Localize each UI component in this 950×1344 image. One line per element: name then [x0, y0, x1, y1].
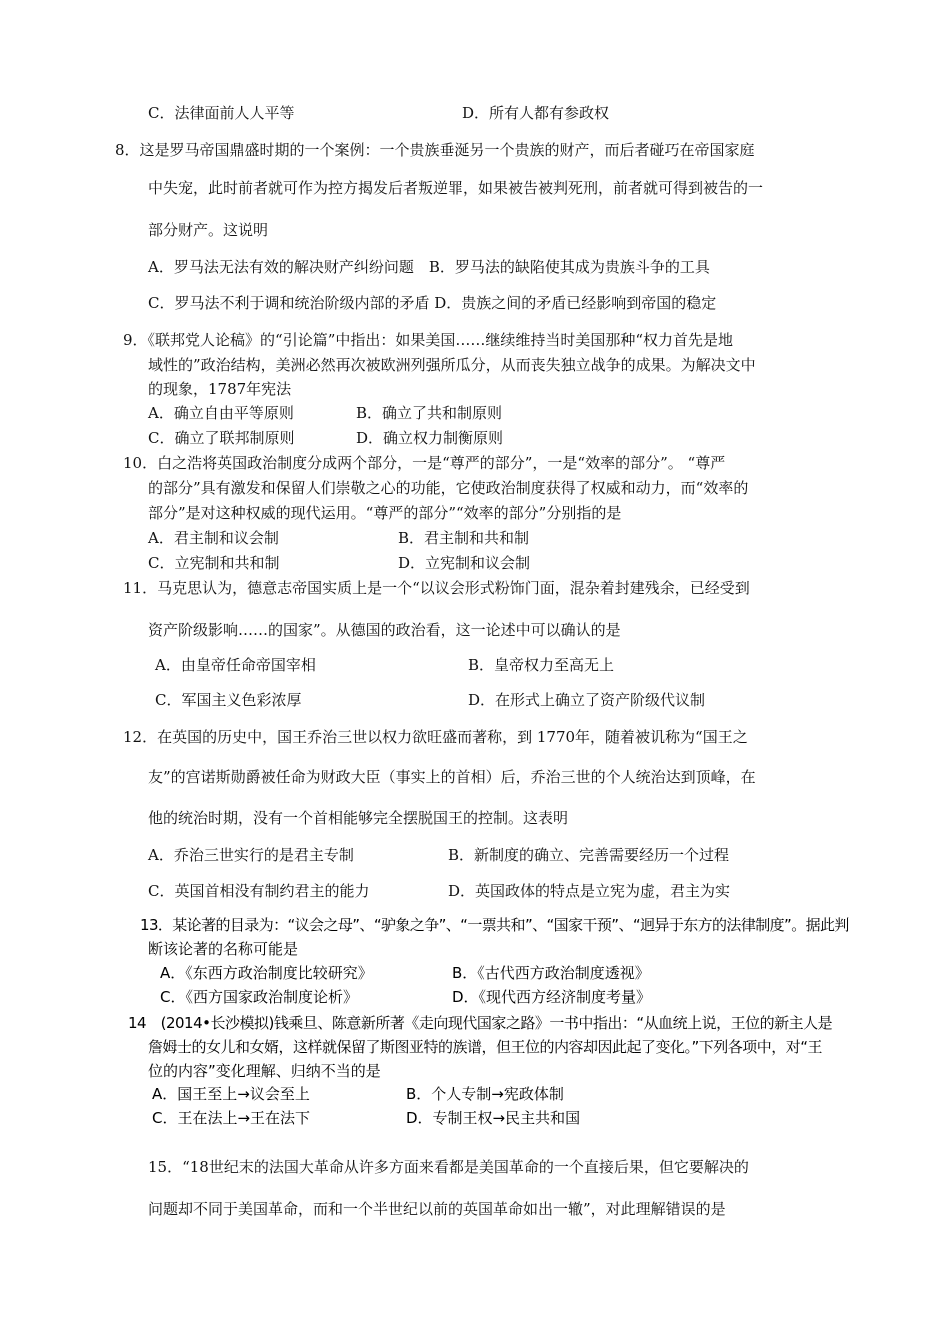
question-11-stem: 11．马克思认为，德意志帝国实质上是一个“以议会形式粉饰门面，混杂着封建残余，已经受到: [123, 579, 750, 597]
question-8-stem: 8．这是罗马帝国鼎盛时期的一个案例：一个贵族垂涎另一个贵族的财产，而后者碰巧在帝国家庭: [115, 141, 755, 159]
question-10-stem-cont: 的部分”具有激发和保留人们崇敬之心的功能，它使政治制度获得了权威和动力，而“效率的: [148, 479, 749, 497]
question-13-stem: 13．某论著的目录为：“议会之母”、“驴象之争”、“一票共和”、“国家干预”、“迥异于东方的法律制度”。据此判: [140, 916, 849, 934]
question-13-stem-end: 断该论著的名称可能是: [148, 940, 299, 958]
option-14a: A．国王至上→议会至上: [152, 1085, 310, 1103]
option-10d: D．立宪制和议会制: [398, 554, 531, 572]
question-8-stem-cont: 中失宠，此时前者就可作为控方揭发后者叛逆罪，如果被告被判死刑，前者就可得到被告的一: [148, 179, 764, 197]
option-13d: D．《现代西方经济制度考量》: [452, 988, 652, 1006]
option-9b: B．确立了共和制原则: [356, 404, 503, 422]
option-7d: D．所有人都有参政权: [462, 104, 610, 122]
question-14-stem-cont: 詹姆士的女儿和女婿，这样就保留了斯图亚特的族谱，但王位的内容却因此起了变化。”下列各项中，对“王: [148, 1038, 823, 1056]
question-8-stem-end: 部分财产。这说明: [148, 221, 269, 239]
question-10-stem-end: 部分”是对这种权威的现代运用。“尊严的部分”“效率的部分”分别指的是: [148, 504, 622, 522]
option-12b: B．新制度的确立、完善需要经历一个过程: [448, 846, 730, 864]
option-14d: D．专制王权→民主共和国: [406, 1109, 581, 1127]
question-9-stem-end: 的现象，1787年宪法: [148, 380, 292, 398]
option-9a: A．确立自由平等原则: [148, 404, 294, 422]
question-12-stem-end: 他的统治时期，没有一个首相能够完全摆脱国王的控制。这表明: [148, 809, 569, 827]
option-14c: C．王在法上→王在法下: [152, 1109, 311, 1127]
option-10c: C．立宪制和共和制: [148, 554, 280, 572]
option-14b: B．个人专制→宪政体制: [406, 1085, 564, 1103]
option-9d: D．确立权力制衡原则: [356, 429, 504, 447]
question-10-stem: 10．白之浩将英国政治制度分成两个部分，一是“尊严的部分”，一是“效率的部分”。 “尊严: [123, 454, 726, 472]
option-11b: B．皇帝权力至高无上: [468, 656, 615, 674]
question-8-options-ab: A．罗马法无法有效的解决财产纠纷问题 B．罗马法的缺陷使其成为贵族斗争的工具: [148, 258, 710, 276]
option-11a: A．由皇帝任命帝国宰相: [155, 656, 316, 674]
question-11-stem-end: 资产阶级影响……的国家”。从德国的政治看，这一论述中可以确认的是: [148, 621, 621, 639]
option-7c: C．法律面前人人平等: [148, 104, 295, 122]
option-13a: A．《东西方政治制度比较研究》: [160, 964, 373, 982]
option-12c: C．英国首相没有制约君主的能力: [148, 882, 370, 900]
option-10a: A．君主制和议会制: [148, 529, 279, 547]
question-14-stem-end: 位的内容”变化理解、归纳不当的是: [148, 1062, 381, 1080]
option-13b: B．《古代西方政治制度透视》: [452, 964, 650, 982]
option-10b: B．君主制和共和制: [398, 529, 530, 547]
question-9-stem: 9．《联邦党人论稿》的“引论篇”中指出：如果美国……继续维持当时美国那种“权力首先是地: [123, 331, 734, 349]
question-9-stem-cont: 域性的”政治结构，美洲必然再次被欧洲列强所瓜分，从而丧失独立战争的成果。为解决文中: [148, 356, 756, 374]
question-8-options-cd: C．罗马法不利于调和统治阶级内部的矛盾 D．贵族之间的矛盾已经影响到帝国的稳定: [148, 294, 717, 312]
question-12-stem: 12．在英国的历史中，国王乔治三世以权力欲旺盛而著称，到 1770年，随着被讥称为“国王之: [123, 728, 748, 746]
question-12-stem-cont: 友”的宫诺斯勋爵被任命为财政大臣（事实上的首相）后，乔治三世的个人统治达到顶峰，在: [148, 768, 756, 786]
question-15-stem-end: 问题却不同于美国革命，而和一个半世纪以前的英国革命如出一辙”，对此理解错误的是: [148, 1200, 726, 1218]
option-11c: C．军国主义色彩浓厚: [155, 691, 302, 709]
question-15-stem: 15．“18世纪末的法国大革命从许多方面来看都是美国革命的一个直接后果，但它要解决的: [148, 1158, 749, 1176]
option-11d: D．在形式上确立了资产阶级代议制: [468, 691, 706, 709]
option-13c: C．《西方国家政治制度论析》: [160, 988, 358, 1006]
option-9c: C．确立了联邦制原则: [148, 429, 295, 447]
option-12d: D．英国政体的特点是立宪为虚，君主为实: [448, 882, 731, 900]
option-12a: A．乔治三世实行的是君主专制: [148, 846, 354, 864]
question-14-stem: 14 (2014•长沙模拟)钱乘旦、陈意新所著《走向现代国家之路》一书中指出：“从血统上说，王位的新主人是: [128, 1014, 833, 1032]
